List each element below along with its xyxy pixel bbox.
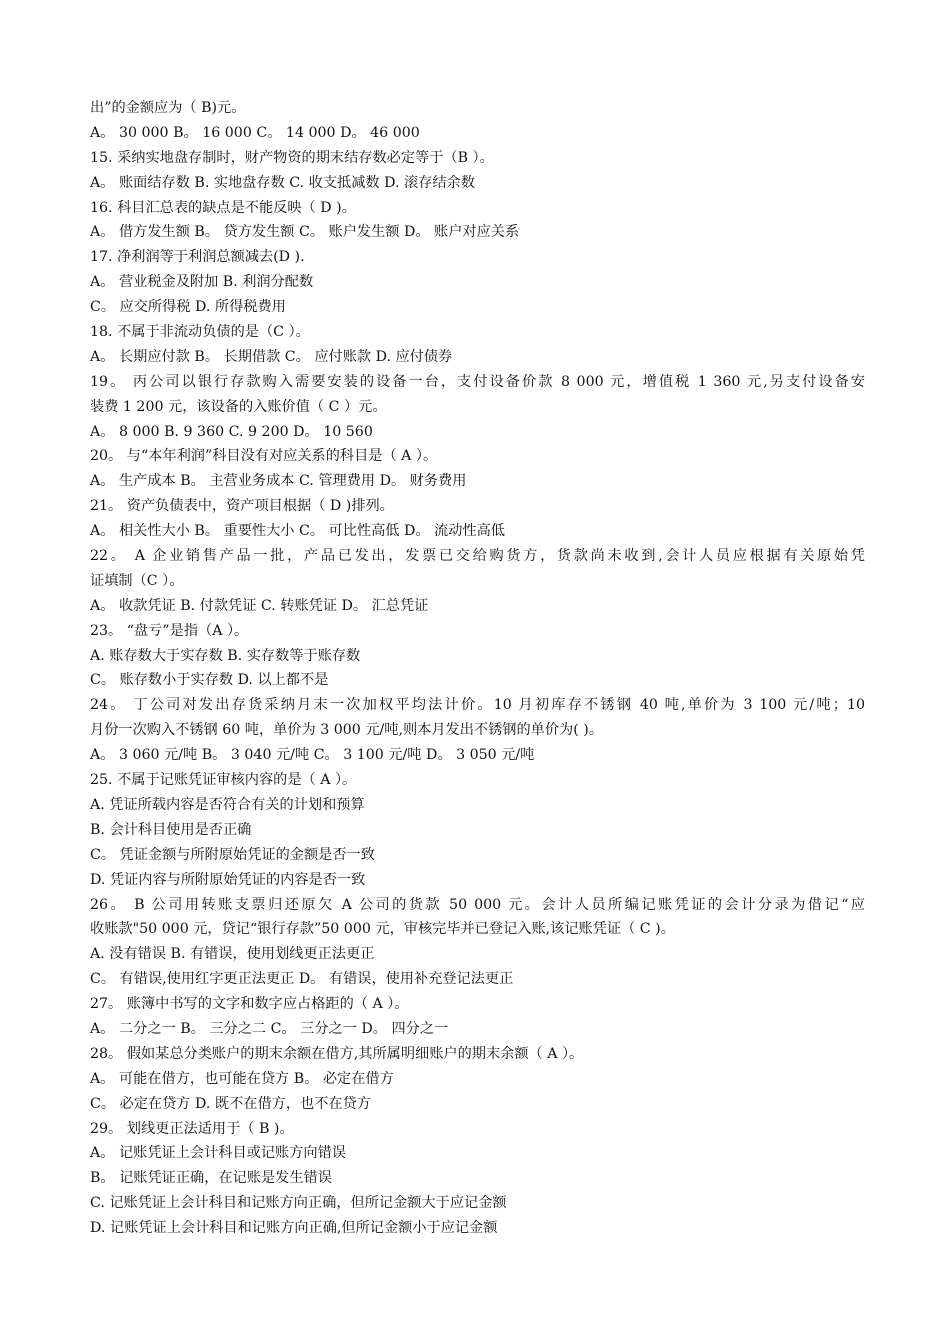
text-line: C。 凭证金额与所附原始凭证的金额是否一致 xyxy=(90,846,375,863)
text-line: A。 记账凭证上会计科目或记账方向错误 xyxy=(90,1145,346,1162)
text-line: C. 记账凭证上会计科目和记账方向正确，但所记金额大于应记金额 xyxy=(90,1195,507,1212)
question-24: 24。 丁公司对发出存货采纳月末一次加权平均法计价。10 月初库存不锈钢 40 吨,单价为 3 100 元/吨；10 xyxy=(90,697,865,714)
question-20: 20。 与“本年利润”科目没有对应关系的科目是（ A ）。 xyxy=(90,448,438,465)
text-line: C。 有错误,使用红字更正法更正 D。 有错误，使用补充登记法更正 xyxy=(90,971,514,988)
text-line: A. 账存数大于实存数 B. 实存数等于账存数 xyxy=(90,647,361,664)
question-26: 26。 B 公司用转账支票归还原欠 A 公司的货款 50 000 元。会计人员所编记账凭证的会计分录为借记“应 xyxy=(90,896,865,913)
question-22: 22。 A 企业销售产品一批，产品已发出，发票已交给购货方，货款尚未收到,会计人员应根据有关原始凭 xyxy=(90,548,865,565)
question-18: 18. 不属于非流动负债的是（C ）。 xyxy=(90,324,310,341)
text-line: A. 没有错误 B. 有错误，使用划线更正法更正 xyxy=(90,946,375,963)
text-line: 收账款"50 000 元，贷记“银行存款”50 000 元，审核完毕并已登记入账,该记账凭证（ C )。 xyxy=(90,921,675,938)
text-line: A。 3 060 元/吨 B。 3 040 元/吨 C。 3 100 元/吨 D。 3 050 元/吨 xyxy=(90,747,535,764)
question-23: 23。 “盘亏”是指（A ）。 xyxy=(90,622,249,639)
question-17: 17. 净利润等于利润总额减去(D ). xyxy=(90,249,305,266)
text-line: B。 记账凭证正确，在记账是发生错误 xyxy=(90,1170,332,1187)
text-line: A。 生产成本 B。 主营业务成本 C. 管理费用 D。 财务费用 xyxy=(90,473,467,490)
text-line: A。 8 000 B. 9 360 C. 9 200 D。 10 560 xyxy=(90,423,373,440)
document-page xyxy=(90,96,865,1241)
text-line: A。 二分之一 B。 三分之二 C。 三分之一 D。 四分之一 xyxy=(90,1020,449,1037)
text-line: 证填制（C ）。 xyxy=(90,572,184,589)
question-28: 28。 假如某总分类账户的期末余额在借方,其所属明细账户的期末余额（ A ）。 xyxy=(90,1045,584,1062)
text-line: A。 营业税金及附加 B. 利润分配数 xyxy=(90,274,314,291)
text-line: A。 收款凭证 B. 付款凭证 C. 转账凭证 D。 汇总凭证 xyxy=(90,597,429,614)
text-line: 月份一次购入不锈钢 60 吨，单价为 3 000 元/吨,则本月发出不锈钢的单价为( )。 xyxy=(90,722,604,739)
question-19: 19。 丙公司以银行存款购入需要安装的设备一台，支付设备价款 8 000 元，增值税 1 360 元,另支付设备安 xyxy=(90,373,865,390)
text-line: 装费 1 200 元，该设备的入账价值（ C ）元。 xyxy=(90,398,387,415)
question-21: 21。 资产负债表中，资产项目根据（ D )排列。 xyxy=(90,498,394,515)
text-line: C。 账存数小于实存数 D. 以上都不是 xyxy=(90,672,329,689)
question-15: 15. 采纳实地盘存制时，财产物资的期末结存数必定等于（B ）。 xyxy=(90,149,494,166)
text-line: B. 会计科目使用是否正确 xyxy=(90,821,252,838)
question-25: 25. 不属于记账凭证审核内容的是（ A ）。 xyxy=(90,772,357,789)
text-line: D. 凭证内容与所附原始凭证的内容是否一致 xyxy=(90,871,366,888)
question-16: 16. 科目汇总表的缺点是不能反映（ D )。 xyxy=(90,199,356,216)
question-29: 29。 划线更正法适用于（ B )。 xyxy=(90,1120,294,1137)
question-27: 27。 账簿中书写的文字和数字应占格距的（ A ）。 xyxy=(90,996,409,1013)
text-line: A。 30 000 B。 16 000 C。 14 000 D。 46 000 xyxy=(90,124,420,141)
text-line: A。 账面结存数 B. 实地盘存数 C. 收支抵减数 D. 滚存结余数 xyxy=(90,174,475,191)
text-line: C。 应交所得税 D. 所得税费用 xyxy=(90,299,286,316)
text-line: A。 长期应付款 B。 长期借款 C。 应付账款 D. 应付债券 xyxy=(90,348,453,365)
text-line: A。 可能在借方，也可能在贷方 B。 必定在借方 xyxy=(90,1070,394,1087)
text-line: A. 凭证所载内容是否符合有关的计划和预算 xyxy=(90,796,365,813)
text-line: A。 借方发生额 B。 贷方发生额 C。 账户发生额 D。 账户对应关系 xyxy=(90,224,520,241)
text-line: A。 相关性大小 B。 重要性大小 C。 可比性高低 D。 流动性高低 xyxy=(90,523,505,540)
text-line: D. 记账凭证上会计科目和记账方向正确,但所记金额小于应记金额 xyxy=(90,1220,498,1237)
text-line: 出”的金额应为（ B)元。 xyxy=(90,100,246,116)
text-line: C。 必定在贷方 D. 既不在借方，也不在贷方 xyxy=(90,1095,371,1112)
